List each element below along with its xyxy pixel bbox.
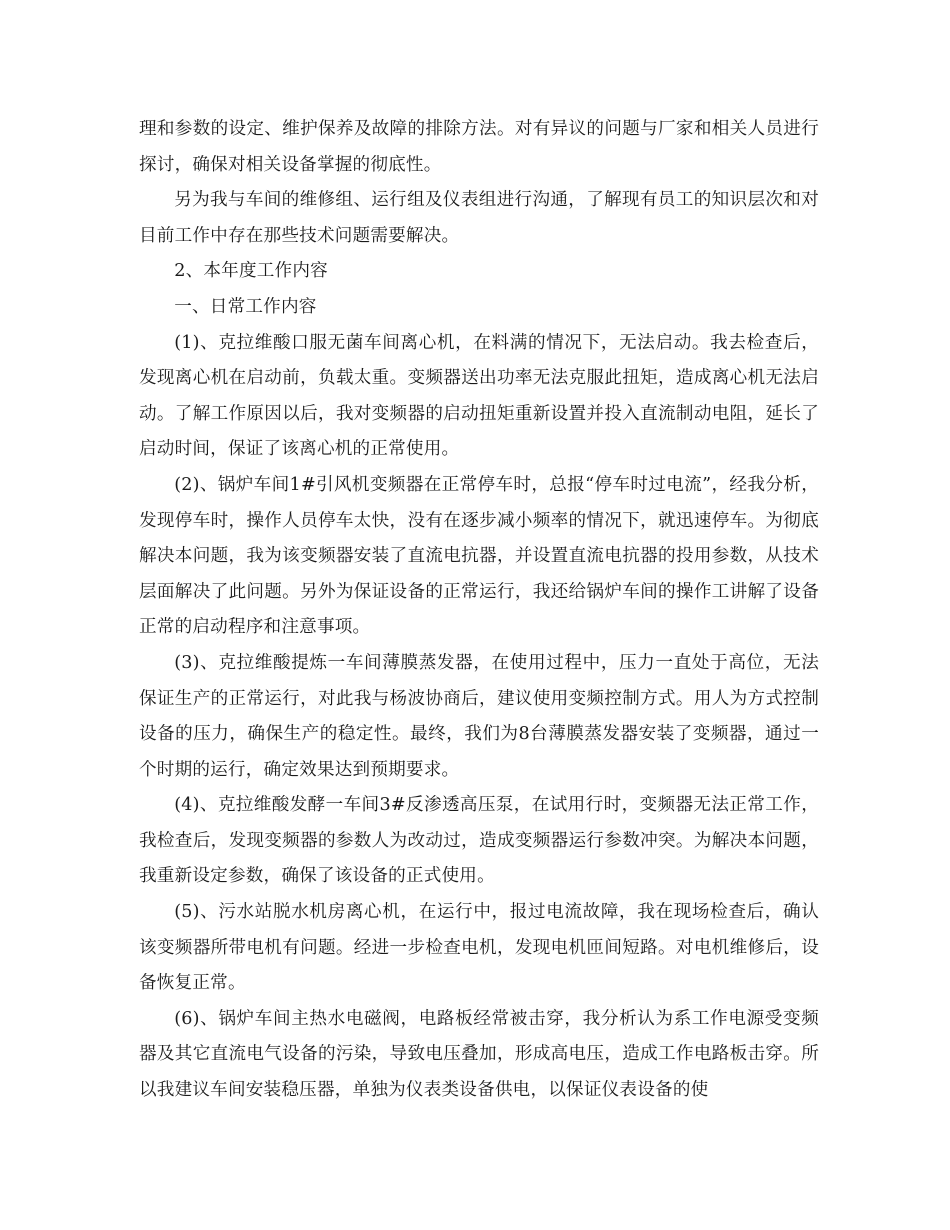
item-3-paragraph: (3)、克拉维酸提炼一车间薄膜蒸发器，在使用过程中，压力一直处于高位，无法保证生产的正常运行，对此我与杨波协商后，建议使用变频控制方式。用人为方式控制设备的压力，确保生产的稳定性。最终，我们为8台薄膜蒸发器安装了变频器，通过一个时期的运行，确定效果达到预期要求。 [139, 652, 819, 780]
item-1-paragraph: (1)、克拉维酸口服无菌车间离心机，在料满的情况下，无法启动。我去检查后，发现离心机在启动前，负载太重。变频器送出功率无法克服此扭矩，造成离心机无法启动。了解工作原因以后，我对变频器的启动扭矩重新设置并投入直流制动电阻，延长了启动时间，保证了该离心机的正常使用。 [139, 332, 819, 460]
document-body [139, 112, 819, 1109]
section-heading: 2、本年度工作内容 [174, 261, 328, 282]
item-6-paragraph: (6)、锅炉车间主热水电磁阀，电路板经常被击穿，我分析认为系工作电源受变频器及其它直流电气设备的污染，导致电压叠加，形成高电压，造成工作电路板击穿。所以我建议车间安装稳压器，单独为仪表类设备供电，以保证仪表设备的使 [139, 1008, 819, 1101]
paragraph-2: 另为我与车间的维修组、运行组及仪表组进行沟通，了解现有员工的知识层次和对目前工作中存在那些技术问题需要解决。 [139, 190, 819, 246]
item-5-paragraph: (5)、污水站脱水机房离心机，在运行中，报过电流故障，我在现场检查后，确认该变频器所带电机有问题。经进一步检查电机，发现电机匝间短路。对电机维修后，设备恢复正常。 [139, 902, 819, 994]
paragraph-1: 理和参数的设定、维护保养及故障的排除方法。对有异议的问题与厂家和相关人员进行探讨，确保对相关设备掌握的彻底性。 [139, 119, 819, 175]
subsection-heading: 一、日常工作内容 [174, 296, 317, 317]
item-4-paragraph: (4)、克拉维酸发酵一车间3#反渗透高压泵，在试用行时，变频器无法正常工作，我检查后，发现变频器的参数人为改动过，造成变频器运行参数冲突。为解决本问题，我重新设定参数，确保了该设备的正式使用。 [139, 795, 819, 887]
item-2-paragraph: (2)、锅炉车间1#引风机变频器在正常停车时，总报“停车时过电流”，经我分析，发现停车时，操作人员停车太快，没有在逐步减小频率的情况下，就迅速停车。为彻底解决本问题，我为该变频器安装了直流电抗器，并设置直流电抗器的投用参数，从技术层面解决了此问题。另外为保证设备的正常运行，我还给锅炉车间的操作工讲解了设备正常的启动程序和注意事项。 [139, 474, 819, 638]
